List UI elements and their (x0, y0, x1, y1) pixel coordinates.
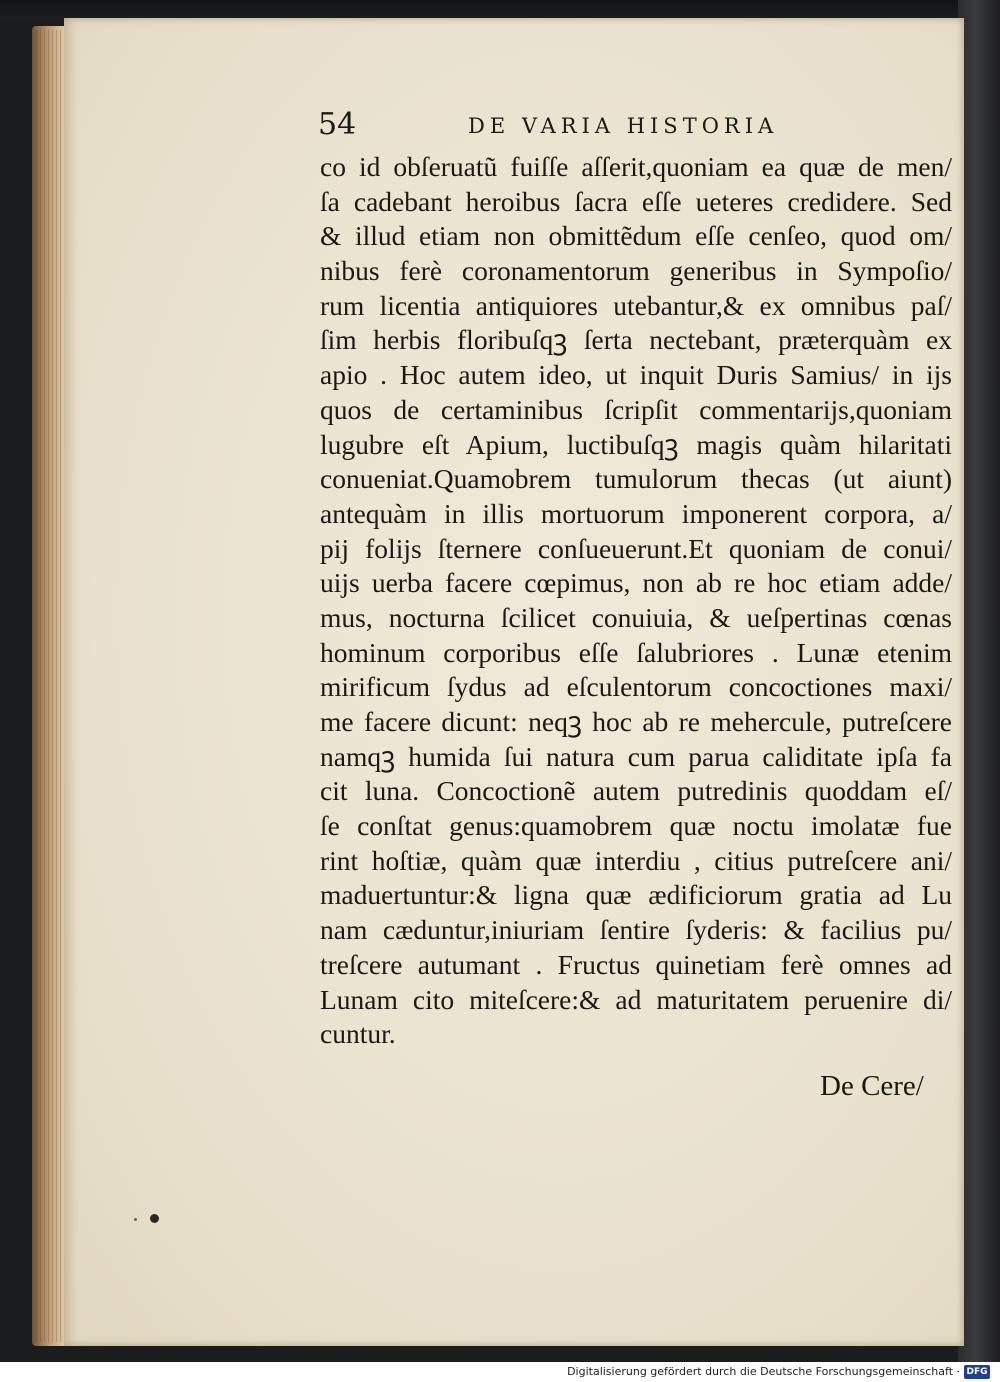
text-line: conueniat.Quamobrem tumulorum thecas (ut aiunt) (320, 463, 952, 495)
text-line: treſcere autumant . Fructus quinetiam ferè omnes ad (320, 948, 952, 980)
text-line: lugubre eſt Apium, luctibuſqꝫ magis quàm hilaritati (320, 428, 952, 460)
running-head (318, 108, 814, 142)
text-line: mirificum ſydus ad eſculentorum concoctiones maxi/ (320, 671, 952, 703)
text-line: me facere dicunt: neqꝫ hoc ab re mehercule, putreſcere (320, 706, 952, 737)
text-line: ſim herbis floribuſqꝫ ſerta nectebant, præterquàm ex (320, 324, 952, 356)
text-line: & illud etiam non obmittẽdum eſſe cenſeo, quod om/ (320, 220, 952, 252)
page-number: 54 (318, 107, 357, 142)
scan-right-edge (958, 0, 1000, 1362)
text-line: antequàm in illis mortuorum imponerent corpora, a/ (320, 497, 952, 529)
text-line: Lunam cito miteſcere:& ad maturitatem peruenire di/ (320, 983, 952, 1015)
text-line: apio . Hoc autem ideo, ut inquit Duris Samius/ in ijs (320, 359, 952, 391)
book-page-edge-texture (36, 30, 66, 1342)
funding-credit: Digitalisierung gefördert durch die Deutsche Forschungsgemeinschaft · (567, 1365, 960, 1378)
text-line: nibus ferè coronamentorum generibus in Sympoſio/ (320, 255, 952, 287)
running-title: DE VARIA HISTORIA (468, 114, 779, 138)
catchword: De Cere/ (820, 1070, 924, 1102)
text-line: namqꝫ humida ſui natura cum parua caliditate ipſa fa (320, 740, 952, 772)
text-line: pij folijs ſternere conſueuerunt.Et quoniam de conui/ (320, 532, 952, 564)
text-line: cuntur. (320, 1018, 396, 1050)
ink-speck (134, 1218, 137, 1221)
text-line: ſa cadebant heroibus ſacra eſſe ueteres credidere. Sed (320, 185, 952, 217)
text-line: mus, nocturna ſcilicet conuiuia, & ueſpertinas cœnas (320, 601, 952, 633)
ink-spot (150, 1214, 159, 1223)
text-line: co id obſeruatũ fuiſſe aſſerit,quoniam ea quæ de men/ (320, 151, 952, 182)
text-line: rum licentia antiquiores utebantur,& ex omnibus paſ/ (320, 289, 952, 321)
text-line: nam cæduntur,iniuriam ſentire ſyderis: & facilius pu/ (320, 914, 952, 946)
text-line: ſe conſtat genus:quamobrem quæ noctu imolatæ fue (320, 810, 952, 842)
text-line: uijs uerba facere cœpimus, non ab re hoc etiam adde/ (320, 567, 952, 599)
dfg-logo-icon: DFG (964, 1365, 990, 1379)
body-text (320, 150, 952, 1052)
text-line: hominum corporibus eſſe ſalubriores . Lunæ etenim (320, 636, 952, 668)
text-line: maduertuntur:& ligna quæ ædificiorum gratia ad Lu (320, 879, 952, 911)
text-line: quos de certaminibus ſcripſit commentarijs,quoniam (320, 393, 952, 425)
text-line: rint hoſtiæ, quàm quæ interdiu , citius putreſcere ani/ (320, 844, 952, 876)
scan-top-fringe (0, 0, 1000, 20)
text-line: cit luna. Concoctionẽ autem putredinis quoddam eſ/ (320, 775, 952, 807)
